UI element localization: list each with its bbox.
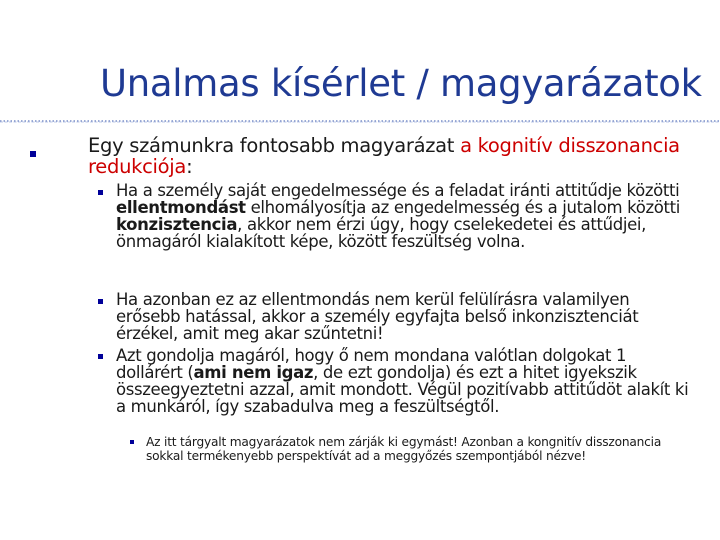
sub-bullet-1-part-c: , akkor nem érzi úgy, hogy cselekedetei és attűdjei, önmagáról kialakított képe, között feszültség volna. <box>116 215 647 251</box>
sub-bullet-3-part-b: , de ezt gondolja) és ezt a hitet igyekszik összeegyeztetni azzal, amit mondott. Végül pozitívabb attitűdöt alakít ki a munkáról, így szabadulva meg a feszültségtől. <box>116 363 689 416</box>
sub-bullet-1-bold-a: ellentmondást <box>116 198 246 217</box>
bullet-marker-sub-1 <box>98 190 103 195</box>
sub-bullet-2: Ha azonban ez az ellentmondás nem kerül felülírásra valamilyen erősebb hatással, akkor a személy egyfajta belső inkonzisztenciát érzékel, amit meg akar szűntetni! <box>116 290 639 343</box>
sub-bullet-1 <box>116 182 696 250</box>
title-divider <box>0 118 720 124</box>
slide-title: Unalmas kísérlet / magyarázatok <box>100 62 702 105</box>
bullet-marker-main <box>30 151 36 157</box>
bullet-marker-sub-2 <box>98 299 103 304</box>
note-text: Az itt tárgyalt magyarázatok nem zárják ki egymást! Azonban a kongnitív disszonancia sokkal termékenyebb perspektívát ad a meggyőzés szempontjából nézve! <box>146 435 662 463</box>
main-bullet-highlight: a kognitív disszonancia redukciója <box>88 134 680 178</box>
sub-bullet-3-bold: ami nem igaz <box>193 363 314 382</box>
sub-bullet-1-part-a: Ha a személy saját engedelmessége és a feladat iránti attitűdje közötti <box>116 181 680 200</box>
sub-bullet-1-bold-b: konzisztencia <box>116 215 238 234</box>
bullet-marker-sub-3 <box>98 354 103 359</box>
sub-bullet-3 <box>116 347 696 415</box>
main-bullet-colon: : <box>186 155 193 178</box>
bullet-marker-note <box>130 440 134 444</box>
main-bullet-lead: Egy számunkra fontosabb magyarázat <box>88 134 461 157</box>
sub-bullet-1-part-b: elhomályosítja az engedelmesség és a jutalom közötti <box>245 198 680 217</box>
sub-bullet-3-part-a: Azt gondolja magáról, hogy ő nem mondana valótlan dolgokat 1 dollárért ( <box>116 346 627 382</box>
main-bullet-text <box>88 135 688 177</box>
